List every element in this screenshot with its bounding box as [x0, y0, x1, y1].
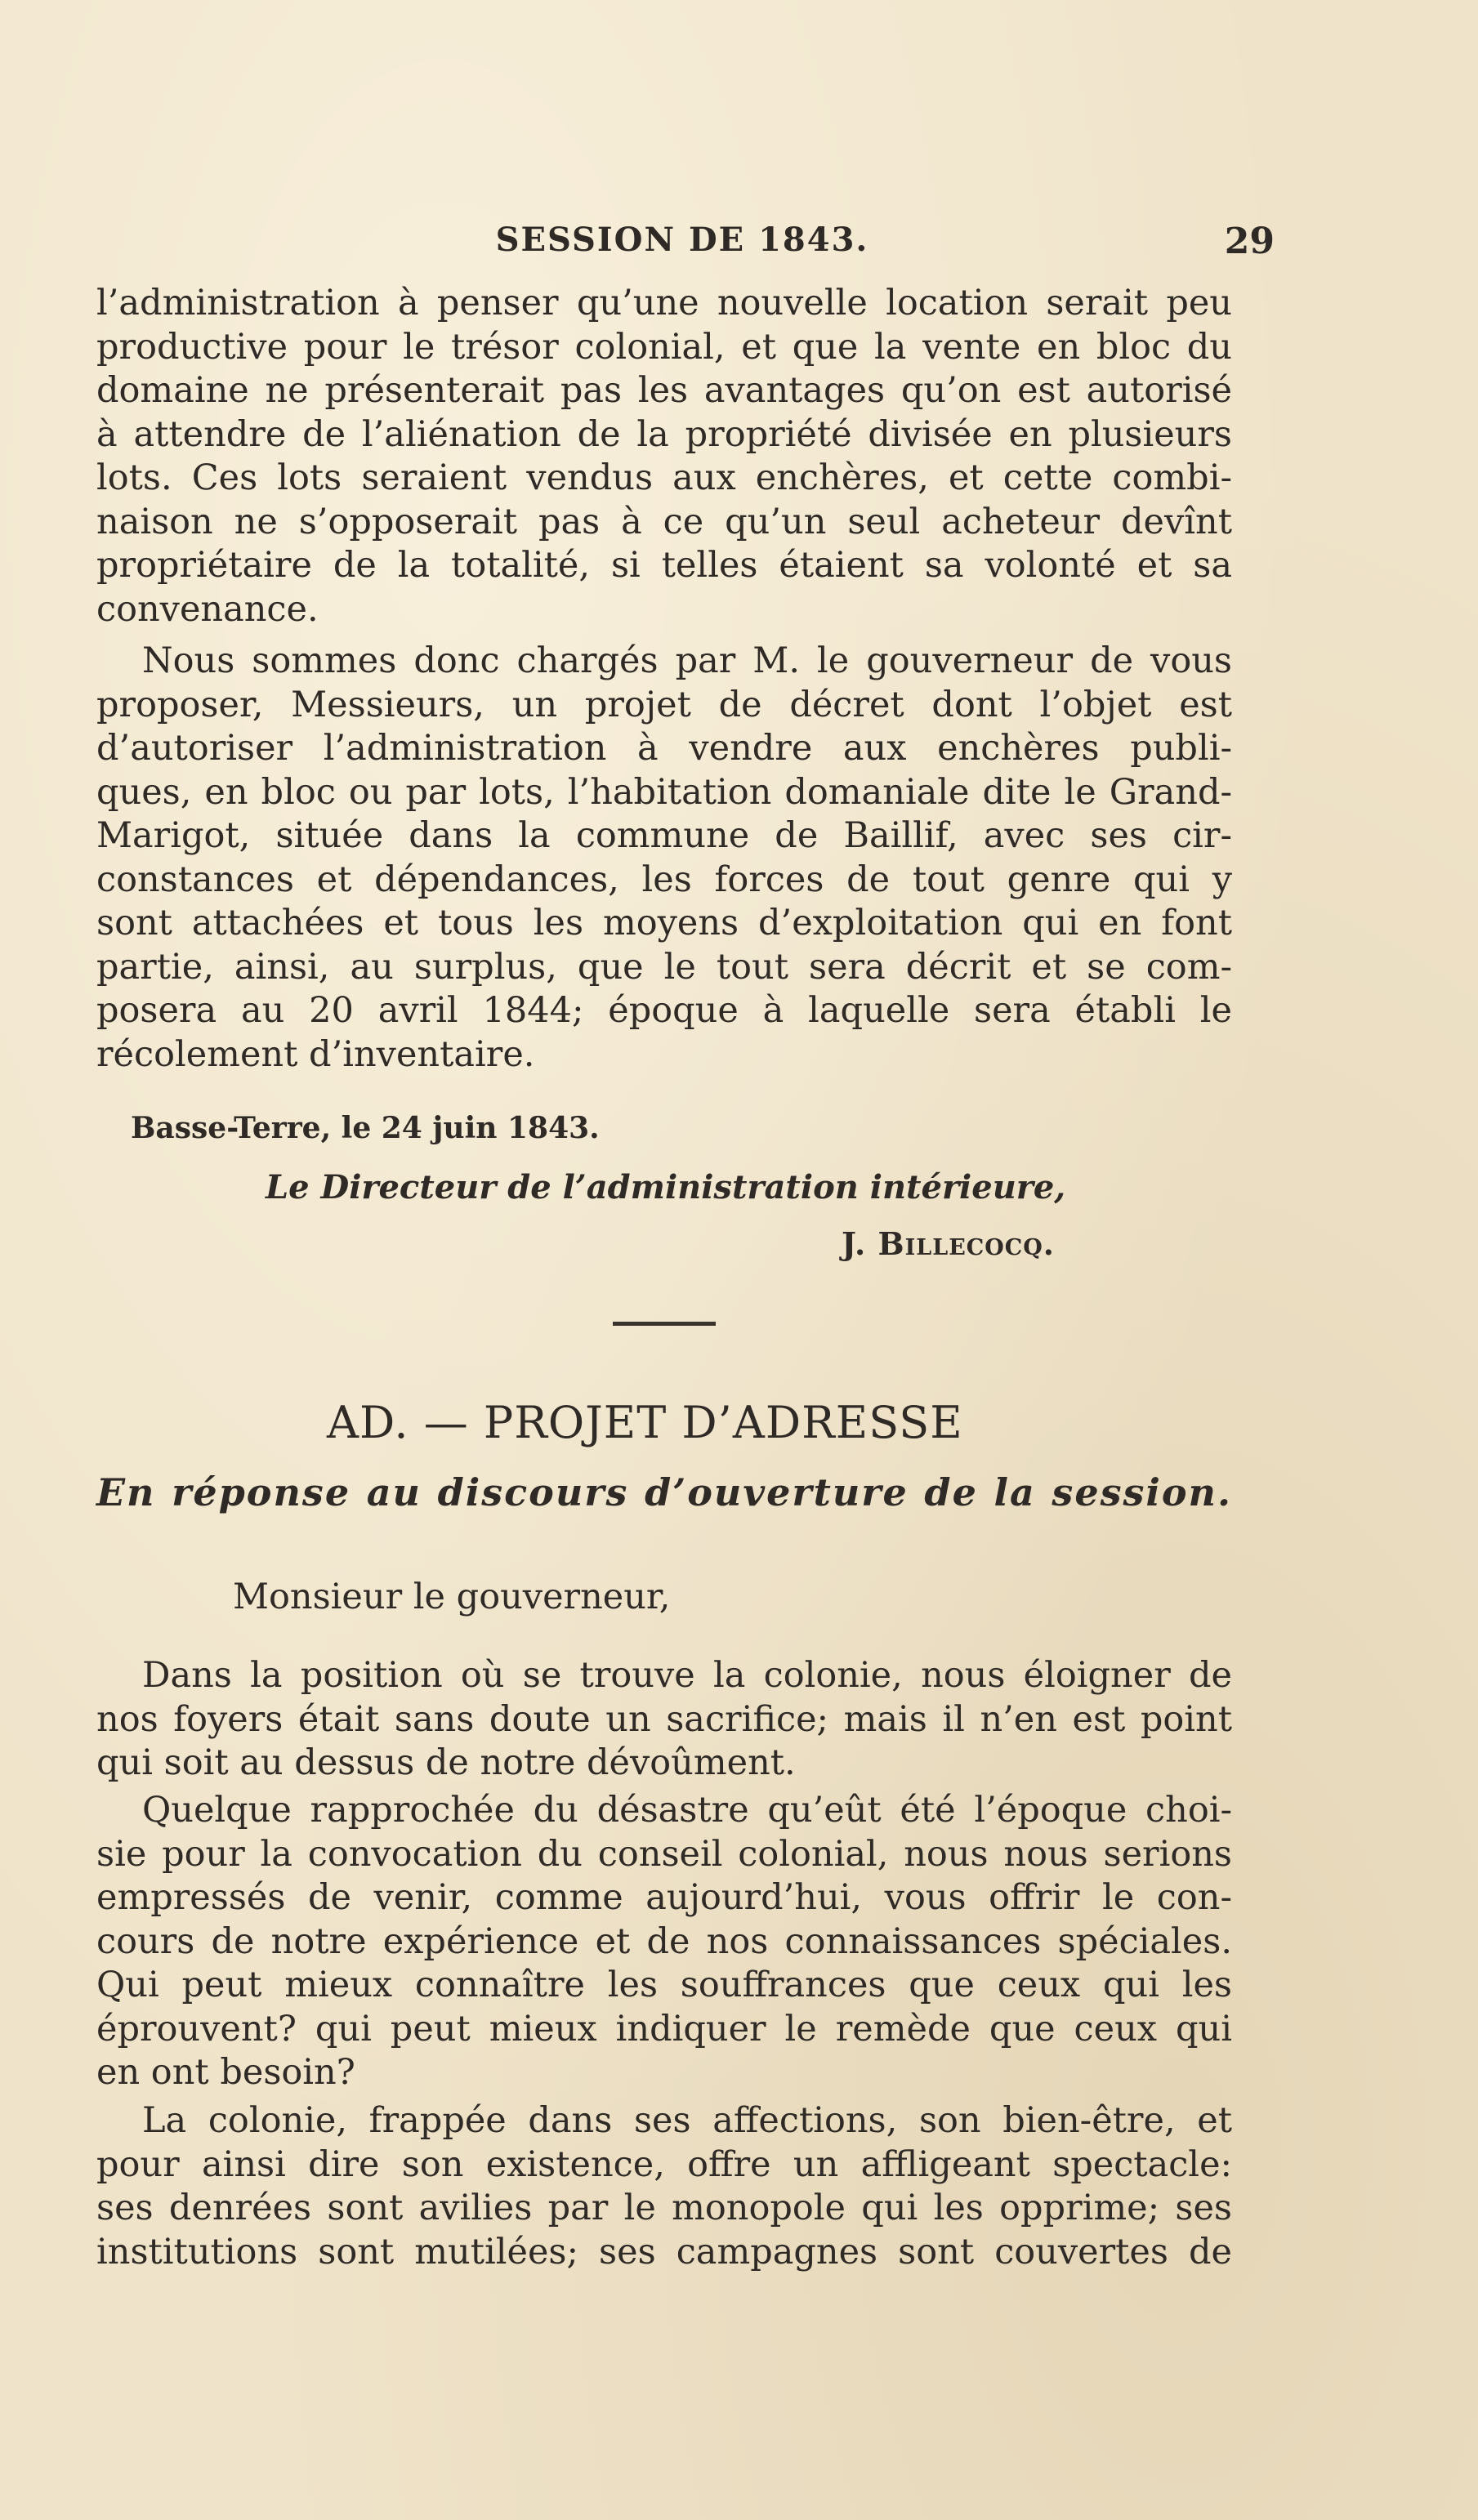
text-line: nos foyers était sans doute un sacrifice; mais il n’en est point — [96, 1698, 1232, 1740]
paragraph-colony-state — [96, 2099, 1232, 2274]
section-title: AD. — PROJET D’ADRESSE — [327, 1397, 963, 1448]
text-line: naison ne s’opposerait pas à ce qu’un seul acheteur devînt — [96, 501, 1232, 542]
page-number: 29 — [1224, 221, 1275, 262]
text-line: à attendre de l’aliénation de la propriété divisée en plusieurs — [96, 413, 1232, 455]
text-line: sont attachées et tous les moyens d’exploitation qui en font — [96, 903, 1232, 943]
text-line: posera au 20 avril 1844; époque à laquelle sera établi le — [96, 990, 1232, 1031]
salutation: Monsieur le gouverneur, — [233, 1577, 671, 1617]
text-line: convenance. — [96, 588, 319, 630]
section-subtitle: En réponse au discours d’ouverture de la session. — [96, 1470, 1232, 1514]
text-line: ques, en bloc ou par lots, l’habitation domaniale dite le Grand- — [96, 771, 1232, 813]
text-line: constances et dépendances, les forces de tout genre qui y — [96, 859, 1232, 900]
paragraph-opening — [96, 1654, 1232, 1786]
text-line: pour ainsi dire son existence, offre un affligeant spectacle: — [96, 2143, 1232, 2185]
text-line: propriétaire de la totalité, si telles étaient sa volonté et sa — [96, 545, 1232, 586]
text-line: institutions sont mutilées; ses campagnes sont couvertes de — [96, 2231, 1232, 2272]
text-line: Quelque rapprochée du désastre qu’eût été l’époque choi- — [142, 1790, 1232, 1831]
text-line: qui soit au dessus de notre dévoûment. — [96, 1742, 796, 1783]
text-line: éprouvent? qui peut mieux indiquer le remède que ceux qui — [96, 2008, 1232, 2049]
text-line: empressés de venir, comme aujourd’hui, vous offrir le con- — [96, 1877, 1232, 1918]
signature-title: Le Directeur de l’administration intérieure, — [266, 1168, 1066, 1206]
running-head: SESSION DE 1843. — [495, 221, 869, 259]
text-line: Nous sommes donc chargés par M. le gouverneur de vous — [142, 640, 1232, 681]
text-line: sie pour la convocation du conseil colonial, nous nous serions — [96, 1833, 1232, 1875]
text-line: d’autoriser l’administration à vendre aux enchères publi- — [96, 728, 1232, 769]
section-divider — [613, 1322, 716, 1326]
text-line: Dans la position où se trouve la colonie, nous éloigner de — [142, 1655, 1232, 1696]
text-line: en ont besoin? — [96, 2052, 355, 2093]
text-line: cours de notre expérience et de nos connaissances spéciales. — [96, 1920, 1232, 1962]
text-line: l’administration à penser qu’une nouvelle location serait peu — [96, 283, 1232, 323]
page-header — [90, 221, 1275, 270]
text-line: Qui peut mieux connaître les souffrances que ceux qui les — [96, 1965, 1232, 2005]
text-line: productive pour le trésor colonial, et que la vente en bloc du — [96, 326, 1232, 368]
text-line: Marigot, située dans la commune de Baillif, avec ses cir- — [96, 815, 1232, 856]
text-line: ses denrées sont avilies par le monopole qui les opprime; ses — [96, 2188, 1232, 2228]
signature-name: J. Billecocq. — [842, 1225, 1056, 1262]
text-line: proposer, Messieurs, un projet de décret dont l’objet est — [96, 684, 1232, 725]
text-line: domaine ne présenterait pas les avantages qu’on est autorisé — [96, 370, 1232, 411]
paragraph-decree-proposal — [96, 640, 1232, 1077]
text-line: récolement d’inventaire. — [96, 1033, 535, 1075]
text-line: La colonie, frappée dans ses affections, son bien-être, et — [142, 2100, 1232, 2141]
text-line: partie, ainsi, au surplus, que le tout sera décrit et se com- — [96, 946, 1232, 988]
paragraph-convocation — [96, 1789, 1232, 2095]
text-line: lots. Ces lots seraient vendus aux enchères, et cette combi- — [96, 457, 1232, 498]
paragraph-continuation — [96, 282, 1232, 631]
dateline: Basse-Terre, le 24 juin 1843. — [131, 1111, 600, 1145]
